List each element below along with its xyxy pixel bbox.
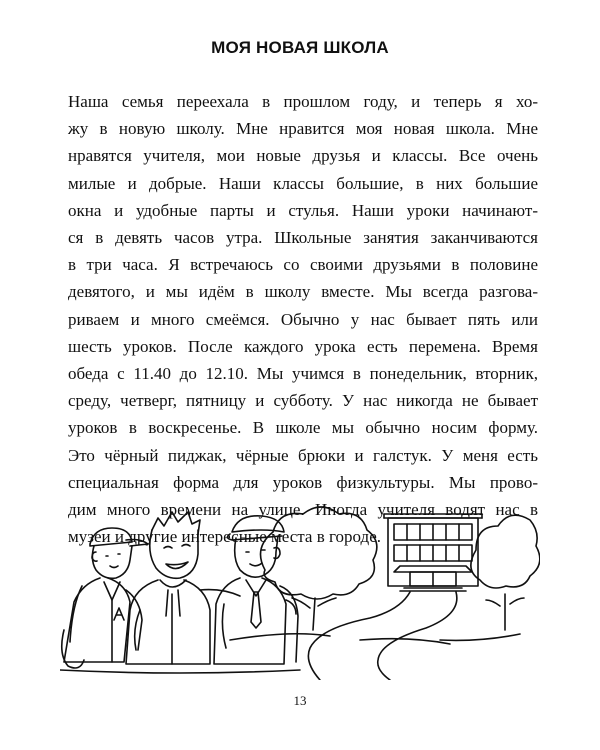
text-line: шесть уроков. После каждого урока есть перемена. Время xyxy=(68,336,538,356)
text-line: уроков в воскресенье. В школе мы обычно носим форму. xyxy=(68,418,538,438)
text-line: окна и удобные парты и стулья. Наши уроки начинают- xyxy=(68,200,538,220)
boy-right-icon xyxy=(214,516,298,664)
text-line: обеда с 11.40 до 12.10. Мы учимся в понедельник, вторник, xyxy=(68,364,538,384)
story-paragraph xyxy=(68,88,538,550)
text-line: Наша семья переехала в прошлом году, и теперь я хо- xyxy=(68,92,538,111)
ground-line xyxy=(60,670,300,673)
text-line: милые и добрые. Наши классы большие, в них большие xyxy=(68,173,538,193)
school-building-icon xyxy=(384,514,482,591)
text-line: Это чёрный пиджак, чёрные брюки и галстук. У меня есть xyxy=(68,445,538,465)
text-line: специальная форма для уроков физкультуры. Мы прово- xyxy=(68,472,538,492)
text-line: ся в девять часов утра. Школьные занятия заканчиваются xyxy=(68,228,538,248)
text-line: в три часа. Я встречаюсь со своими друзьями в половине xyxy=(68,255,538,275)
text-line: музеи и другие интересные места в городе. xyxy=(68,527,381,547)
text-line: среду, четверг, пятницу и субботу. У нас никогда не бывает xyxy=(68,391,538,411)
page-title: МОЯ НОВАЯ ШКОЛА xyxy=(211,38,389,57)
page-number: 13 xyxy=(293,693,307,708)
text-line: нравятся учителя, мои новые друзья и классы. Все очень xyxy=(68,146,538,166)
path-icon xyxy=(230,592,520,680)
three-boys-and-school-building-icon xyxy=(60,490,540,680)
tree-right-icon xyxy=(471,515,540,630)
text-line: риваем и много смеёмся. Обычно у нас бывает пять или xyxy=(68,309,538,329)
text-line: дим много времени на улице. Иногда учителя водят нас в xyxy=(68,500,538,520)
illustration-drawing xyxy=(60,490,540,680)
text-line: девятого, и мы идём в школу вместе. Мы всегда разгова- xyxy=(68,282,538,302)
text-line: жу в новую школу. Мне нравится моя новая школа. Мне xyxy=(68,119,538,139)
boy-middle-icon xyxy=(126,512,240,664)
tree-left-icon xyxy=(261,507,377,630)
